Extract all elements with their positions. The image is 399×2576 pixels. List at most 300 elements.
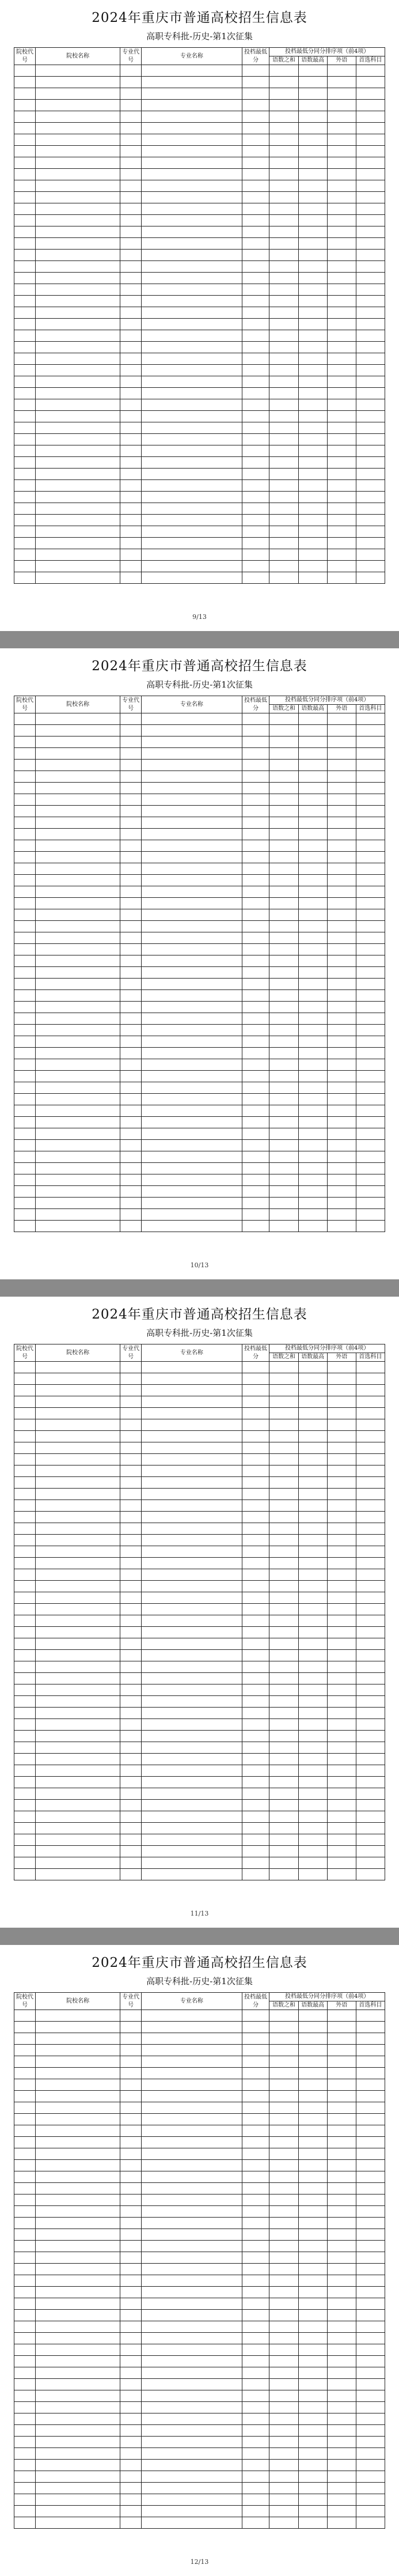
cell-college-code [14,932,36,944]
cell-sub4 [356,399,385,411]
cell-sub4 [356,2517,385,2529]
cell-sub3 [327,736,356,748]
cell-min-score [242,238,269,250]
table-row [14,88,385,100]
cell-major-name [142,1708,242,1719]
cell-sub4 [356,492,385,503]
cell-sub3 [327,538,356,549]
cell-sub2 [298,65,327,77]
table-row [14,1385,385,1396]
cell-college-name [36,1535,120,1546]
cell-sub3 [327,549,356,561]
cell-sub4 [356,238,385,250]
cell-college-name [36,342,120,353]
table-row [14,979,385,990]
cell-sub2 [298,1465,327,1477]
cell-sub2 [298,713,327,725]
cell-college-name [36,2448,120,2460]
cell-major-name [142,1535,242,1546]
cell-college-name [36,146,120,157]
cell-major-code [120,250,142,261]
cell-major-code [120,284,142,296]
cell-sub3 [327,1094,356,1105]
cell-sub2 [298,1708,327,1719]
cell-college-code [14,2483,36,2494]
cell-min-score [242,2321,269,2333]
cell-college-code [14,2506,36,2517]
cell-major-name [142,1140,242,1151]
cell-sub2 [298,1731,327,1742]
cell-major-code [120,1396,142,1408]
cell-sub3 [327,990,356,1002]
cell-sub1 [269,2010,298,2022]
cell-sub3 [327,1604,356,1615]
cell-major-name [142,1408,242,1419]
cell-college-code [14,748,36,760]
cell-sub1 [269,2022,298,2033]
cell-college-code [14,1036,36,1048]
table-row [14,353,385,365]
cell-sub1 [269,157,298,169]
cell-major-name [142,2333,242,2344]
table-row [14,238,385,250]
cell-sub3 [327,1869,356,1880]
cell-sub2 [298,875,327,886]
header-major-code: 专业代号 [120,48,142,65]
cell-major-code [120,2079,142,2091]
cell-sub1 [269,123,298,134]
cell-min-score [242,1811,269,1823]
cell-sub4 [356,2183,385,2194]
cell-sub4 [356,469,385,480]
page-subtitle: 高职专科批-历史-第1次征集 [146,31,253,41]
cell-sub4 [356,1581,385,1592]
cell-min-score [242,1638,269,1650]
cell-min-score [242,1163,269,1174]
cell-sub1 [269,2310,298,2321]
cell-major-name [142,2425,242,2437]
cell-sub4 [356,909,385,921]
cell-college-code [14,100,36,111]
cell-major-name [142,748,242,760]
cell-major-code [120,169,142,180]
cell-sub2 [298,2494,327,2506]
cell-college-name [36,1857,120,1869]
cell-sub4 [356,1477,385,1489]
cell-min-score [242,2298,269,2310]
header-row [14,696,385,705]
cell-major-name [142,2390,242,2402]
cell-sub3 [327,157,356,169]
cell-major-code [120,146,142,157]
cell-sub1 [269,1765,298,1777]
cell-sub4 [356,1419,385,1431]
cell-sub4 [356,1082,385,1094]
cell-sub4 [356,1048,385,1059]
cell-college-code [14,1742,36,1754]
cell-sub3 [327,886,356,898]
cell-sub3 [327,1489,356,1500]
cell-major-name [142,771,242,783]
cell-sub4 [356,2333,385,2344]
cell-sub2 [298,1857,327,1869]
table-row [14,1163,385,1174]
cell-sub1 [269,284,298,296]
cell-sub4 [356,169,385,180]
cell-major-code [120,979,142,990]
cell-min-score [242,2091,269,2102]
cell-major-code [120,771,142,783]
cell-min-score [242,2494,269,2506]
cell-min-score [242,725,269,736]
cell-major-name [142,1500,242,1512]
cell-sub4 [356,1661,385,1673]
cell-min-score [242,365,269,376]
cell-sub2 [298,955,327,967]
cell-sub1 [269,1128,298,1140]
cell-college-code [14,538,36,549]
cell-major-code [120,2194,142,2206]
cell-sub2 [298,399,327,411]
cell-college-code [14,88,36,100]
cell-college-name [36,1638,120,1650]
cell-college-name [36,226,120,238]
cell-min-score [242,2275,269,2287]
cell-sub1 [269,399,298,411]
cell-college-name [36,2068,120,2079]
cell-sub3 [327,1684,356,1696]
cell-sub4 [356,1059,385,1071]
cell-major-code [120,2137,142,2148]
cell-college-name [36,1198,120,1209]
cell-min-score [242,2264,269,2275]
cell-sub3 [327,852,356,863]
cell-major-name [142,1431,242,1442]
cell-sub1 [269,469,298,480]
cell-major-code [120,1834,142,1846]
cell-sub4 [356,226,385,238]
cell-min-score [242,296,269,307]
cell-college-name [36,1362,120,1373]
cell-major-name [142,921,242,932]
cell-sub1 [269,921,298,932]
cell-sub2 [298,445,327,457]
cell-college-code [14,1811,36,1823]
cell-major-code [120,2206,142,2218]
cell-college-name [36,990,120,1002]
cell-major-name [142,261,242,273]
cell-major-code [120,725,142,736]
table-row [14,1013,385,1025]
cell-sub1 [269,330,298,342]
cell-college-code [14,111,36,123]
cell-college-code [14,817,36,829]
cell-sub4 [356,2356,385,2367]
cell-sub1 [269,2460,298,2471]
cell-sub3 [327,1002,356,1013]
cell-sub3 [327,967,356,979]
page-number: 11/13 [190,1910,209,1917]
header-sub3: 外语 [327,705,356,713]
cell-sub4 [356,1105,385,1117]
table-row [14,1788,385,1800]
cell-min-score [242,111,269,123]
cell-sub2 [298,760,327,771]
table-row [14,100,385,111]
cell-college-code [14,1592,36,1604]
header-sub3: 外语 [327,1353,356,1362]
cell-sub2 [298,1186,327,1198]
cell-sub2 [298,434,327,445]
table-row [14,1638,385,1650]
cell-college-code [14,1523,36,1535]
cell-major-code [120,863,142,875]
table-row [14,2471,385,2483]
cell-major-name [142,1719,242,1731]
cell-min-score [242,180,269,192]
cell-major-name [142,829,242,840]
cell-sub1 [269,886,298,898]
cell-sub1 [269,1661,298,1673]
cell-major-name [142,399,242,411]
cell-sub3 [327,261,356,273]
cell-sub4 [356,967,385,979]
cell-min-score [242,2471,269,2483]
cell-major-name [142,2033,242,2045]
cell-major-code [120,2068,142,2079]
cell-major-name [142,1174,242,1186]
cell-major-code [120,2252,142,2264]
cell-college-code [14,2471,36,2483]
cell-college-name [36,1569,120,1581]
cell-sub1 [269,2125,298,2137]
cell-college-name [36,1846,120,1857]
cell-min-score [242,1059,269,1071]
cell-college-name [36,921,120,932]
cell-sub1 [269,748,298,760]
table-row [14,2218,385,2229]
table-row [14,284,385,296]
cell-sub4 [356,1151,385,1163]
cell-major-code [120,2471,142,2483]
cell-sub1 [269,134,298,146]
cell-sub4 [356,2045,385,2056]
cell-major-name [142,480,242,492]
cell-major-name [142,725,242,736]
cell-major-code [120,1128,142,1140]
cell-major-code [120,296,142,307]
cell-major-name [142,1362,242,1373]
cell-sub1 [269,2390,298,2402]
cell-sub1 [269,2402,298,2413]
table-row [14,806,385,817]
cell-sub3 [327,1857,356,1869]
cell-sub2 [298,1788,327,1800]
table-row [14,526,385,538]
cell-major-name [142,1151,242,1163]
cell-college-code [14,1221,36,1232]
table-row [14,226,385,238]
cell-sub2 [298,1013,327,1025]
cell-college-name [36,180,120,192]
cell-sub1 [269,979,298,990]
cell-sub4 [356,1512,385,1523]
table-row [14,1362,385,1373]
cell-major-name [142,445,242,457]
table-row [14,261,385,273]
cell-college-name [36,1684,120,1696]
table-row [14,2379,385,2390]
cell-sub1 [269,875,298,886]
cell-college-name [36,932,120,944]
cell-sub4 [356,1673,385,1684]
cell-min-score [242,2413,269,2425]
cell-sub4 [356,2402,385,2413]
cell-major-code [120,549,142,561]
cell-major-code [120,2229,142,2241]
cell-sub1 [269,783,298,794]
cell-major-code [120,875,142,886]
table-row [14,852,385,863]
cell-major-code [120,2448,142,2460]
table-row [14,342,385,353]
cell-sub1 [269,1465,298,1477]
cell-sub1 [269,2367,298,2379]
cell-major-code [120,1765,142,1777]
cell-major-code [120,1105,142,1117]
cell-sub3 [327,1385,356,1396]
cell-college-code [14,1696,36,1708]
cell-sub1 [269,1800,298,1811]
cell-sub3 [327,307,356,319]
cell-sub2 [298,2287,327,2298]
cell-college-code [14,157,36,169]
cell-college-name [36,2022,120,2033]
table-row [14,480,385,492]
cell-major-name [142,2287,242,2298]
cell-sub3 [327,1431,356,1442]
header-college-name: 院校名称 [36,1993,120,2010]
cell-sub2 [298,526,327,538]
cell-college-name [36,238,120,250]
cell-college-code [14,2033,36,2045]
cell-sub2 [298,169,327,180]
cell-sub3 [327,1117,356,1128]
table-row [14,1094,385,1105]
cell-major-name [142,2183,242,2194]
cell-min-score [242,215,269,226]
cell-major-name [142,1512,242,1523]
cell-college-name [36,2517,120,2529]
header-sub2: 语数最高 [298,705,327,713]
cell-major-name [142,2171,242,2183]
cell-college-code [14,203,36,215]
cell-sub2 [298,1408,327,1419]
cell-sub3 [327,492,356,503]
cell-sub2 [298,2517,327,2529]
cell-sub1 [269,2218,298,2229]
cell-min-score [242,146,269,157]
table-row [14,748,385,760]
cell-min-score [242,2010,269,2022]
cell-sub4 [356,134,385,146]
cell-college-code [14,2125,36,2137]
cell-college-code [14,2321,36,2333]
cell-major-name [142,2367,242,2379]
header-min-score: 投档最低分 [242,1993,269,2010]
table-row [14,1604,385,1615]
cell-sub2 [298,238,327,250]
cell-min-score [242,1684,269,1696]
table-row [14,1186,385,1198]
cell-min-score [242,852,269,863]
cell-sub1 [269,1823,298,1834]
cell-college-code [14,2229,36,2241]
cell-major-code [120,469,142,480]
cell-sub2 [298,2425,327,2437]
cell-min-score [242,2033,269,2045]
cell-sub3 [327,1408,356,1419]
cell-sub3 [327,817,356,829]
cell-college-code [14,2344,36,2356]
cell-sub1 [269,1002,298,1013]
cell-college-code [14,1731,36,1742]
cell-sub3 [327,1546,356,1558]
cell-major-code [120,1788,142,1800]
table-row [14,1823,385,1834]
cell-sub4 [356,1615,385,1627]
cell-sub2 [298,1209,327,1221]
cell-sub4 [356,863,385,875]
table-row [14,1627,385,1638]
cell-sub2 [298,1117,327,1128]
cell-sub3 [327,100,356,111]
cell-sub2 [298,1742,327,1754]
cell-college-name [36,2321,120,2333]
cell-major-code [120,100,142,111]
table-row [14,2079,385,2091]
cell-major-name [142,296,242,307]
cell-college-code [14,2171,36,2183]
cell-major-name [142,2160,242,2171]
cell-sub4 [356,330,385,342]
cell-sub2 [298,1500,327,1512]
cell-sub3 [327,515,356,526]
cell-sub4 [356,1650,385,1661]
cell-min-score [242,469,269,480]
cell-min-score [242,1385,269,1396]
cell-sub2 [298,1604,327,1615]
table-row [14,771,385,783]
cell-college-name [36,1059,120,1071]
cell-major-code [120,1071,142,1082]
cell-sub1 [269,1221,298,1232]
cell-sub1 [269,2148,298,2160]
cell-college-name [36,840,120,852]
cell-sub4 [356,2413,385,2425]
cell-sub1 [269,1811,298,1823]
cell-college-code [14,1788,36,1800]
cell-sub3 [327,1777,356,1788]
cell-min-score [242,1604,269,1615]
header-major-name: 专业名称 [142,48,242,65]
cell-sub4 [356,1002,385,1013]
cell-sub4 [356,2102,385,2114]
cell-major-code [120,1500,142,1512]
cell-sub1 [269,2241,298,2252]
table-row [14,2068,385,2079]
cell-sub4 [356,1869,385,1880]
